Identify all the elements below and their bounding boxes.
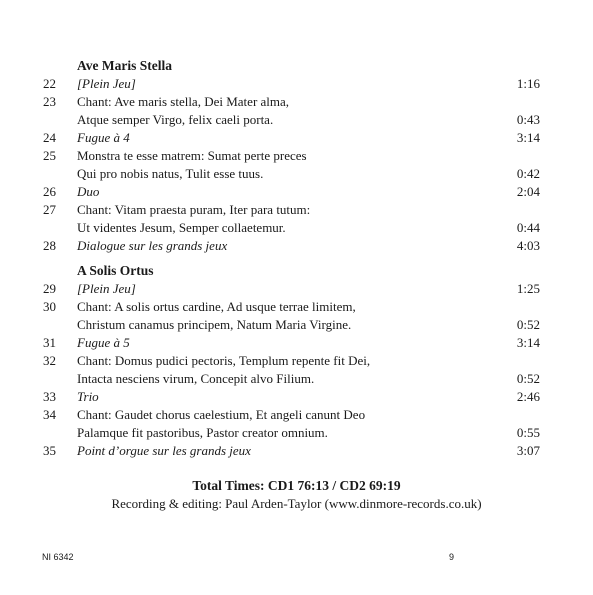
track-duration: 0:52 [516, 371, 540, 386]
track-number: 24 [43, 130, 56, 145]
track-duration: 4:03 [516, 238, 540, 253]
track-number: 33 [43, 389, 56, 404]
track-title: Fugue à 5 [77, 335, 130, 350]
track-line [0, 406, 593, 424]
track-duration: 3:14 [516, 130, 540, 145]
track-line [0, 219, 593, 237]
track-title: Ut videntes Jesum, Semper collaetemur. [77, 220, 286, 235]
track-number: 30 [43, 299, 56, 314]
track-number: 27 [43, 202, 56, 217]
track-title: Chant: A solis ortus cardine, Ad usque terrae limitem, [77, 299, 356, 314]
track-title: Monstra te esse matrem: Sumat perte preces [77, 148, 307, 163]
track-duration: 3:14 [516, 335, 540, 350]
track-line [0, 93, 593, 111]
track-line [0, 237, 593, 255]
track-title: Point d’orgue sur les grands jeux [77, 443, 251, 458]
track-duration: 2:46 [516, 389, 540, 404]
track-title: Chant: Gaudet chorus caelestium, Et angeli canunt Deo [77, 407, 366, 422]
track-title: Palamque fit pastoribus, Pastor creator omnium. [77, 425, 328, 440]
track-number: 29 [43, 281, 56, 296]
section-title-a-solis-ortus: A Solis Ortus [77, 263, 154, 278]
track-duration: 2:04 [516, 184, 540, 199]
track-line [0, 388, 593, 406]
track-number: 31 [43, 335, 56, 350]
track-title: Fugue à 4 [77, 130, 130, 145]
track-line [0, 75, 593, 93]
track-line [0, 280, 593, 298]
section-title-ave-maris-stella: Ave Maris Stella [77, 58, 172, 73]
track-number: 22 [43, 76, 56, 91]
track-title: Christum canamus principem, Natum Maria Virgine. [77, 317, 352, 332]
catalog-number: NI 6342 [42, 552, 74, 562]
track-title: [Plein Jeu] [77, 76, 136, 91]
total-times: Total Times: CD1 76:13 / CD2 69:19 [192, 478, 401, 493]
track-duration: 3:07 [516, 443, 540, 458]
page-number: 9 [449, 552, 455, 562]
track-number: 26 [43, 184, 56, 199]
track-duration: 1:16 [516, 76, 540, 91]
track-title: Chant: Ave maris stella, Dei Mater alma, [77, 94, 290, 109]
track-line [0, 183, 593, 201]
track-line [0, 111, 593, 129]
track-line [0, 334, 593, 352]
track-line [0, 298, 593, 316]
track-line [0, 442, 593, 460]
track-line [0, 424, 593, 442]
track-duration: 0:43 [516, 112, 540, 127]
track-duration: 0:55 [516, 425, 540, 440]
track-title: Dialogue sur les grands jeux [77, 238, 228, 253]
track-title: Chant: Domus pudici pectoris, Templum repente fit Dei, [77, 353, 371, 368]
track-number: 32 [43, 353, 56, 368]
track-number: 35 [43, 443, 56, 458]
track-line [0, 147, 593, 165]
track-line [0, 129, 593, 147]
track-line [0, 165, 593, 183]
track-title: Intacta nesciens virum, Concepit alvo Filium. [77, 371, 315, 386]
recording-credit: Recording & editing: Paul Arden-Taylor (www.dinmore-records.co.uk) [111, 496, 482, 511]
track-title: Duo [77, 184, 100, 199]
track-title: Qui pro nobis natus, Tulit esse tuus. [77, 166, 264, 181]
track-duration: 1:25 [516, 281, 540, 296]
track-number: 28 [43, 238, 56, 253]
track-number: 25 [43, 148, 56, 163]
track-title: [Plein Jeu] [77, 281, 136, 296]
track-title: Atque semper Virgo, felix caeli porta. [77, 112, 274, 127]
track-title: Chant: Vitam praesta puram, Iter para tutum: [77, 202, 311, 217]
track-line [0, 201, 593, 219]
track-line [0, 316, 593, 334]
track-duration: 0:44 [516, 220, 540, 235]
track-line [0, 370, 593, 388]
track-duration: 0:52 [516, 317, 540, 332]
track-number: 23 [43, 94, 56, 109]
track-duration: 0:42 [516, 166, 540, 181]
track-number: 34 [43, 407, 56, 422]
track-title: Trio [77, 389, 99, 404]
track-line [0, 352, 593, 370]
